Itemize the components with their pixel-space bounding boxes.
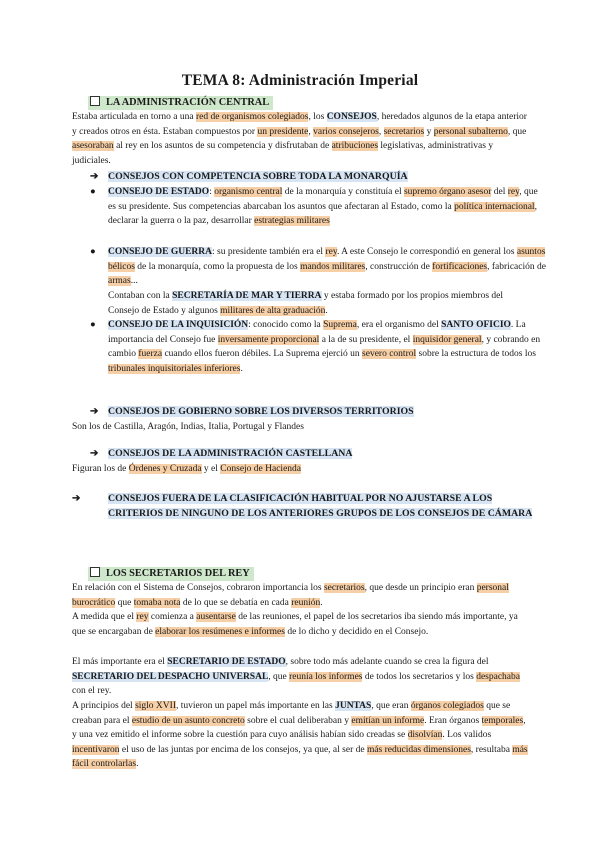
bullet-icon: ●	[90, 247, 96, 257]
page-title: TEMA 8: Administración Imperial	[181, 72, 419, 89]
paragraph-territorios: Son los de Castilla, Aragón, Indias, Italia, Portugal y Flandes	[72, 422, 304, 432]
text-run: comienza a	[148, 612, 197, 622]
text-run: rey	[325, 247, 337, 257]
text-run: , tuvieron un papel más importante en las	[175, 701, 336, 711]
text-run: ausentarse	[196, 612, 236, 622]
text-run: legislativas, administrativas y judiciales.	[72, 141, 494, 166]
paragraph-consejos-intro	[72, 110, 528, 168]
paragraph-secretarios-2	[72, 610, 528, 639]
text-run: sobre el cual deliberaban y	[244, 715, 352, 726]
text-run: , fabricación de	[487, 261, 546, 272]
text-run: , resultaba	[470, 744, 513, 755]
text-run: Suprema	[323, 320, 357, 330]
text-run: SECRETARIO DE ESTADO	[167, 657, 286, 667]
text-run: CONSEJOS DE LA ADMINISTRACIÓN CASTELLANA	[108, 448, 353, 459]
text-run: red de organismos colegiados	[195, 112, 309, 122]
text-run: atribuciones	[331, 141, 379, 152]
text-run: estudio de un asunto concreto	[131, 715, 245, 726]
text-run: A medida que el	[72, 612, 137, 622]
text-run: tribunales inquisitoriales inferiores	[108, 363, 241, 374]
text-run: Contaban con la	[108, 291, 173, 301]
text-run: tomaba nota	[133, 597, 181, 608]
text-run: y el	[201, 464, 221, 474]
text-run: a la de su presidente, el	[319, 334, 413, 345]
subheading-competencia-monarquia	[90, 170, 530, 184]
text-run: , construcción de	[365, 261, 433, 272]
text-run: emitían un informe	[351, 715, 425, 726]
text-run: varios consejeros	[313, 126, 379, 137]
text-run: Consejo de Hacienda	[220, 464, 302, 474]
text-run: armas	[108, 276, 131, 287]
text-run: política internacional	[454, 201, 535, 212]
text-run: A principios del	[72, 701, 136, 711]
text-run: .	[320, 597, 323, 608]
text-run: En relación con el Sistema de Consejos, cobraron importancia los	[72, 583, 324, 593]
text-run: mandos militares	[300, 261, 366, 272]
text-run: sobre la estructura de todos los	[416, 349, 536, 360]
text-run: y	[424, 126, 434, 137]
text-run: .	[325, 305, 328, 316]
text-run: , que desde un principio eran	[364, 583, 477, 593]
text-run: inversamente proporcional	[217, 334, 320, 345]
text-run: .	[136, 759, 139, 770]
paragraph-castellana	[72, 462, 528, 477]
text-run: supremo órgano asesor	[403, 187, 492, 197]
arrow-right-icon: ➔	[72, 493, 81, 504]
paragraph-secretaria-mar-tierra	[108, 289, 530, 318]
text-run: , y una vez emitido el informe sobre la cuestión para cuyo análisis habían sido creadas se	[72, 715, 526, 741]
subheading-gobierno-territorios	[90, 405, 530, 419]
text-run: organismo central	[214, 187, 283, 197]
text-run: de la monarquía y constituía el	[282, 187, 404, 197]
bullet-icon: ●	[90, 320, 96, 330]
text-run: . Eran órganos	[424, 715, 482, 726]
text-run: que se creaban para el	[72, 701, 511, 726]
paragraph-secretarios-3	[72, 655, 528, 699]
text-run: y estaba formado por los propios miembros del Consejo de Estado y algunos	[108, 291, 504, 316]
text-run: al rey en los asuntos de su competencia y disfrutaban de	[113, 141, 332, 152]
section-heading-administracion-central	[88, 96, 273, 110]
section-heading-secretarios	[88, 567, 254, 581]
text-run: reunía los informes	[289, 671, 363, 682]
text-run: , los	[308, 112, 327, 122]
text-run: con el rey.	[72, 686, 112, 697]
text-run: CONSEJOS	[326, 112, 377, 122]
text-run: que	[115, 597, 134, 608]
text-run: fuerza	[138, 349, 163, 360]
text-run: severo control	[362, 349, 417, 360]
text-run: más reducidas dimensiones	[366, 744, 471, 755]
list-item-consejo-guerra	[90, 245, 548, 289]
text-run: SECRETARIO DEL DESPACHO UNIVERSAL	[72, 671, 269, 682]
list-item-consejo-inquisicion	[90, 318, 548, 376]
text-run: secretarios	[383, 126, 425, 137]
section-heading-text: LOS SECRETARIOS DEL REY	[106, 568, 250, 579]
text-run: un presidente	[257, 126, 309, 137]
text-run: asesoraban	[72, 141, 114, 152]
text-run: Figuran los de	[72, 464, 129, 474]
text-run: estrategias militares	[254, 216, 330, 227]
arrow-right-icon: ➔	[90, 406, 99, 417]
text-run: SECRETARÍA DE MAR Y TIERRA	[172, 291, 322, 301]
text-run: . La importancia del Consejo fue	[108, 320, 526, 345]
text-run: , que	[507, 126, 527, 137]
text-run: , heredados algunos de la etapa anterior y creados otros en ésta. Estaban compuestos por	[72, 112, 527, 137]
text-run: incentivaron	[72, 744, 120, 755]
text-run: personal burocrático	[72, 583, 509, 608]
text-run: CONSEJO DE LA INQUISICIÓN	[108, 320, 249, 330]
text-run: :	[209, 187, 215, 197]
text-run: ...	[130, 276, 138, 287]
text-run: SANTO OFICIO	[441, 320, 511, 330]
text-run: . Los validos	[442, 730, 492, 741]
text-run: CONSEJOS CON COMPETENCIA SOBRE TODA LA MONARQUÍA	[108, 171, 408, 182]
text-run: de lo que se debatía en cada	[180, 597, 292, 608]
text-run: de la monarquía, como la propuesta de los	[134, 261, 301, 272]
text-run: Órdenes y Cruzada	[128, 464, 202, 474]
text-run: : su presidente también era el	[212, 247, 326, 257]
text-run: CONSEJO DE GUERRA	[108, 247, 212, 257]
text-run: , que es su presidente. Sus competencias abarcaban los asuntos que afectaran al Estado, como la	[108, 187, 538, 212]
checkbox-icon[interactable]	[90, 567, 100, 577]
text-run: El más importante era el	[72, 657, 168, 667]
text-run: .	[240, 363, 243, 374]
bullet-icon: ●	[90, 187, 96, 197]
paragraph-secretarios-1	[72, 581, 528, 610]
text-run: siglo XVII	[135, 701, 176, 711]
text-run: de las reuniones, el papel de los secretarios iba siendo más importante, ya que se encargaban de	[72, 612, 518, 637]
subheading-administracion-castellana	[90, 447, 530, 461]
text-run: CONSEJOS FUERA DE LA CLASIFICACIÓN HABITUAL POR NO AJUSTARSE A LOS CRITERIOS DE NINGUNO DE LOS ANTERIORES GRUPOS DE LOS CONSEJOS DE CÁMARA	[108, 493, 533, 519]
text-run: del	[491, 187, 508, 197]
text-run: rey	[136, 612, 149, 622]
text-run: CONSEJO DE ESTADO	[108, 187, 210, 197]
text-run: ,	[378, 126, 384, 137]
text-run: órganos colegiados	[410, 701, 484, 711]
text-run: inquisidor general	[412, 334, 482, 345]
text-run: asuntos bélicos	[108, 247, 546, 272]
text-run: disolvían	[407, 730, 443, 741]
section-heading-text: LA ADMINISTRACIÓN CENTRAL	[106, 97, 270, 108]
text-run: , que eran	[371, 701, 411, 711]
text-run: CONSEJOS DE GOBIERNO SOBRE LOS DIVERSOS TERRITORIOS	[108, 406, 414, 417]
text-run: personal subalterno	[433, 126, 508, 137]
text-run: , sobre todo más adelante cuando se crea la figura del	[285, 657, 489, 667]
arrow-right-icon: ➔	[90, 448, 99, 459]
text-run: temporales	[481, 715, 524, 726]
list-item-consejo-estado	[90, 185, 548, 229]
text-run: , que	[268, 671, 290, 682]
paragraph-juntas	[72, 699, 528, 772]
text-run: : conocido como la	[248, 320, 324, 330]
text-run: , era el organismo del	[356, 320, 442, 330]
text-run: de todos los secretarios y los	[362, 671, 477, 682]
checkbox-icon[interactable]	[90, 96, 100, 106]
text-run: secretarios	[323, 583, 365, 593]
text-run: más fácil controlarlas	[72, 744, 528, 770]
text-run: reunión	[291, 597, 321, 608]
text-run: . A este Consejo le correspondió en general los	[336, 247, 517, 257]
text-run: de lo dicho y decidido en el Consejo.	[284, 626, 429, 637]
text-run: JUNTAS	[335, 701, 372, 711]
text-run: el uso de las juntas por encima de los consejos, ya que, al ser de	[119, 744, 367, 755]
arrow-right-icon: ➔	[90, 171, 99, 182]
text-run: despachaba	[476, 671, 520, 682]
text-run: , y cobrando en cambio	[108, 334, 541, 360]
text-run: cuando ellos fueron débiles. La Suprema ejerció un	[162, 349, 363, 360]
text-run: militares de alta graduación	[220, 305, 326, 316]
text-run: ,	[308, 126, 314, 137]
text-run: , declarar la guerra o la paz, desarrollar	[108, 201, 537, 227]
text-run: elaborar los resúmenes e informes	[155, 626, 285, 637]
text-run: fortificaciones	[432, 261, 488, 272]
subheading-consejos-camara	[72, 491, 548, 521]
text-run: rey	[507, 187, 520, 197]
text-run: Estaba articulada en torno a una	[72, 112, 196, 122]
